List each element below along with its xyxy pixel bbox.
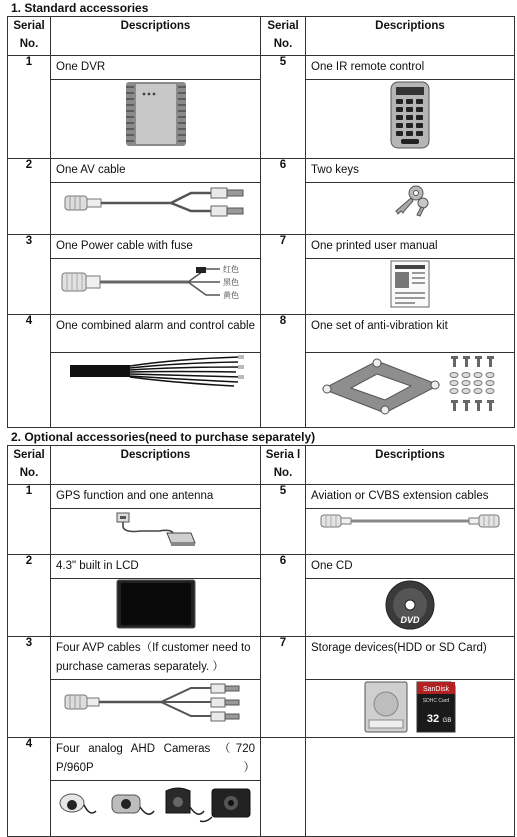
lcd-image — [51, 579, 261, 637]
opt-item-2-desc: 4.3" built in LCD — [51, 555, 261, 579]
opt-serial-3: 3 — [8, 637, 51, 738]
serial-5: 5 — [261, 56, 306, 159]
serial-4: 4 — [8, 315, 51, 428]
storage-devices-image — [306, 680, 515, 738]
section2-title: 2. Optional accessories(need to purchase separately) — [11, 430, 316, 444]
cd-image — [306, 579, 515, 637]
opt-serial-7: 7 — [261, 637, 306, 738]
alarm-cable-image — [51, 353, 261, 428]
serial-3: 3 — [8, 235, 51, 315]
avp-cables-image — [51, 680, 261, 738]
sd-type: SDHC Card — [422, 698, 450, 704]
item-4-desc: One combined alarm and control cable — [51, 315, 261, 353]
cable-label-yellow: 黄色 — [222, 291, 239, 300]
opt-item-4-desc: Four analog AHD Cameras （720 P/960P） — [51, 738, 261, 781]
remote-control-image — [306, 80, 515, 159]
serial-7: 7 — [261, 235, 306, 315]
ahd-cameras-image — [51, 781, 261, 837]
opt-serial-1: 1 — [8, 485, 51, 555]
av-cable-image — [51, 183, 261, 235]
opt-item-1-desc: GPS function and one antenna — [51, 485, 261, 509]
item-5-desc: One IR remote control — [306, 56, 515, 80]
opt-serial-4: 4 — [8, 738, 51, 837]
opt-serial-6: 6 — [261, 555, 306, 637]
header-desc-right-2: Descriptions — [306, 446, 515, 485]
dvr-image — [51, 80, 261, 159]
header-desc-left: Descriptions — [51, 17, 261, 56]
item-8-desc: One set of anti-vibration kit — [306, 315, 515, 353]
item-1-desc: One DVR — [51, 56, 261, 80]
opt-item-5-desc: Aviation or CVBS extension cables — [306, 485, 515, 509]
header-serial-right: Serial No. — [261, 17, 306, 56]
cd-label: DVD — [400, 615, 420, 625]
header-serial-right-2: Seria l No. — [261, 446, 306, 485]
opt-item-7-desc: Storage devices(HDD or SD Card) — [306, 637, 515, 680]
item-7-desc: One printed user manual — [306, 235, 515, 259]
empty-serial-cell — [261, 738, 306, 837]
anti-vibration-kit-image — [306, 353, 515, 428]
opt-item-6-desc: One CD — [306, 555, 515, 579]
header-serial-left: Serial No. — [8, 17, 51, 56]
serial-2: 2 — [8, 159, 51, 235]
header-serial-left-2: Serial No. — [8, 446, 51, 485]
empty-desc-cell — [306, 738, 515, 837]
opt-serial-2: 2 — [8, 555, 51, 637]
serial-1: 1 — [8, 56, 51, 159]
optional-accessories-table — [7, 445, 515, 837]
item-3-desc: One Power cable with fuse — [51, 235, 261, 259]
opt-item-3-desc: Four AVP cables（If customer need to purchase cameras separately. ） — [51, 637, 261, 680]
header-desc-right: Descriptions — [306, 17, 515, 56]
serial-8: 8 — [261, 315, 306, 428]
keys-image — [306, 183, 515, 235]
cable-label-black: 黑色 — [222, 278, 239, 287]
sd-brand: SanDisk — [422, 686, 450, 693]
sd-unit: GB — [442, 718, 452, 724]
serial-6: 6 — [261, 159, 306, 235]
header-desc-left-2: Descriptions — [51, 446, 261, 485]
user-manual-image — [306, 259, 515, 315]
extension-cable-image — [306, 509, 515, 555]
standard-accessories-table — [7, 16, 515, 428]
section1-title: 1. Standard accessories — [11, 1, 149, 15]
opt-serial-5: 5 — [261, 485, 306, 555]
sd-capacity: 32 — [426, 713, 440, 725]
item-6-desc: Two keys — [306, 159, 515, 183]
gps-antenna-image — [51, 509, 261, 555]
cable-label-red: 红色 — [222, 265, 239, 274]
item-2-desc: One AV cable — [51, 159, 261, 183]
power-cable-image — [51, 259, 261, 315]
